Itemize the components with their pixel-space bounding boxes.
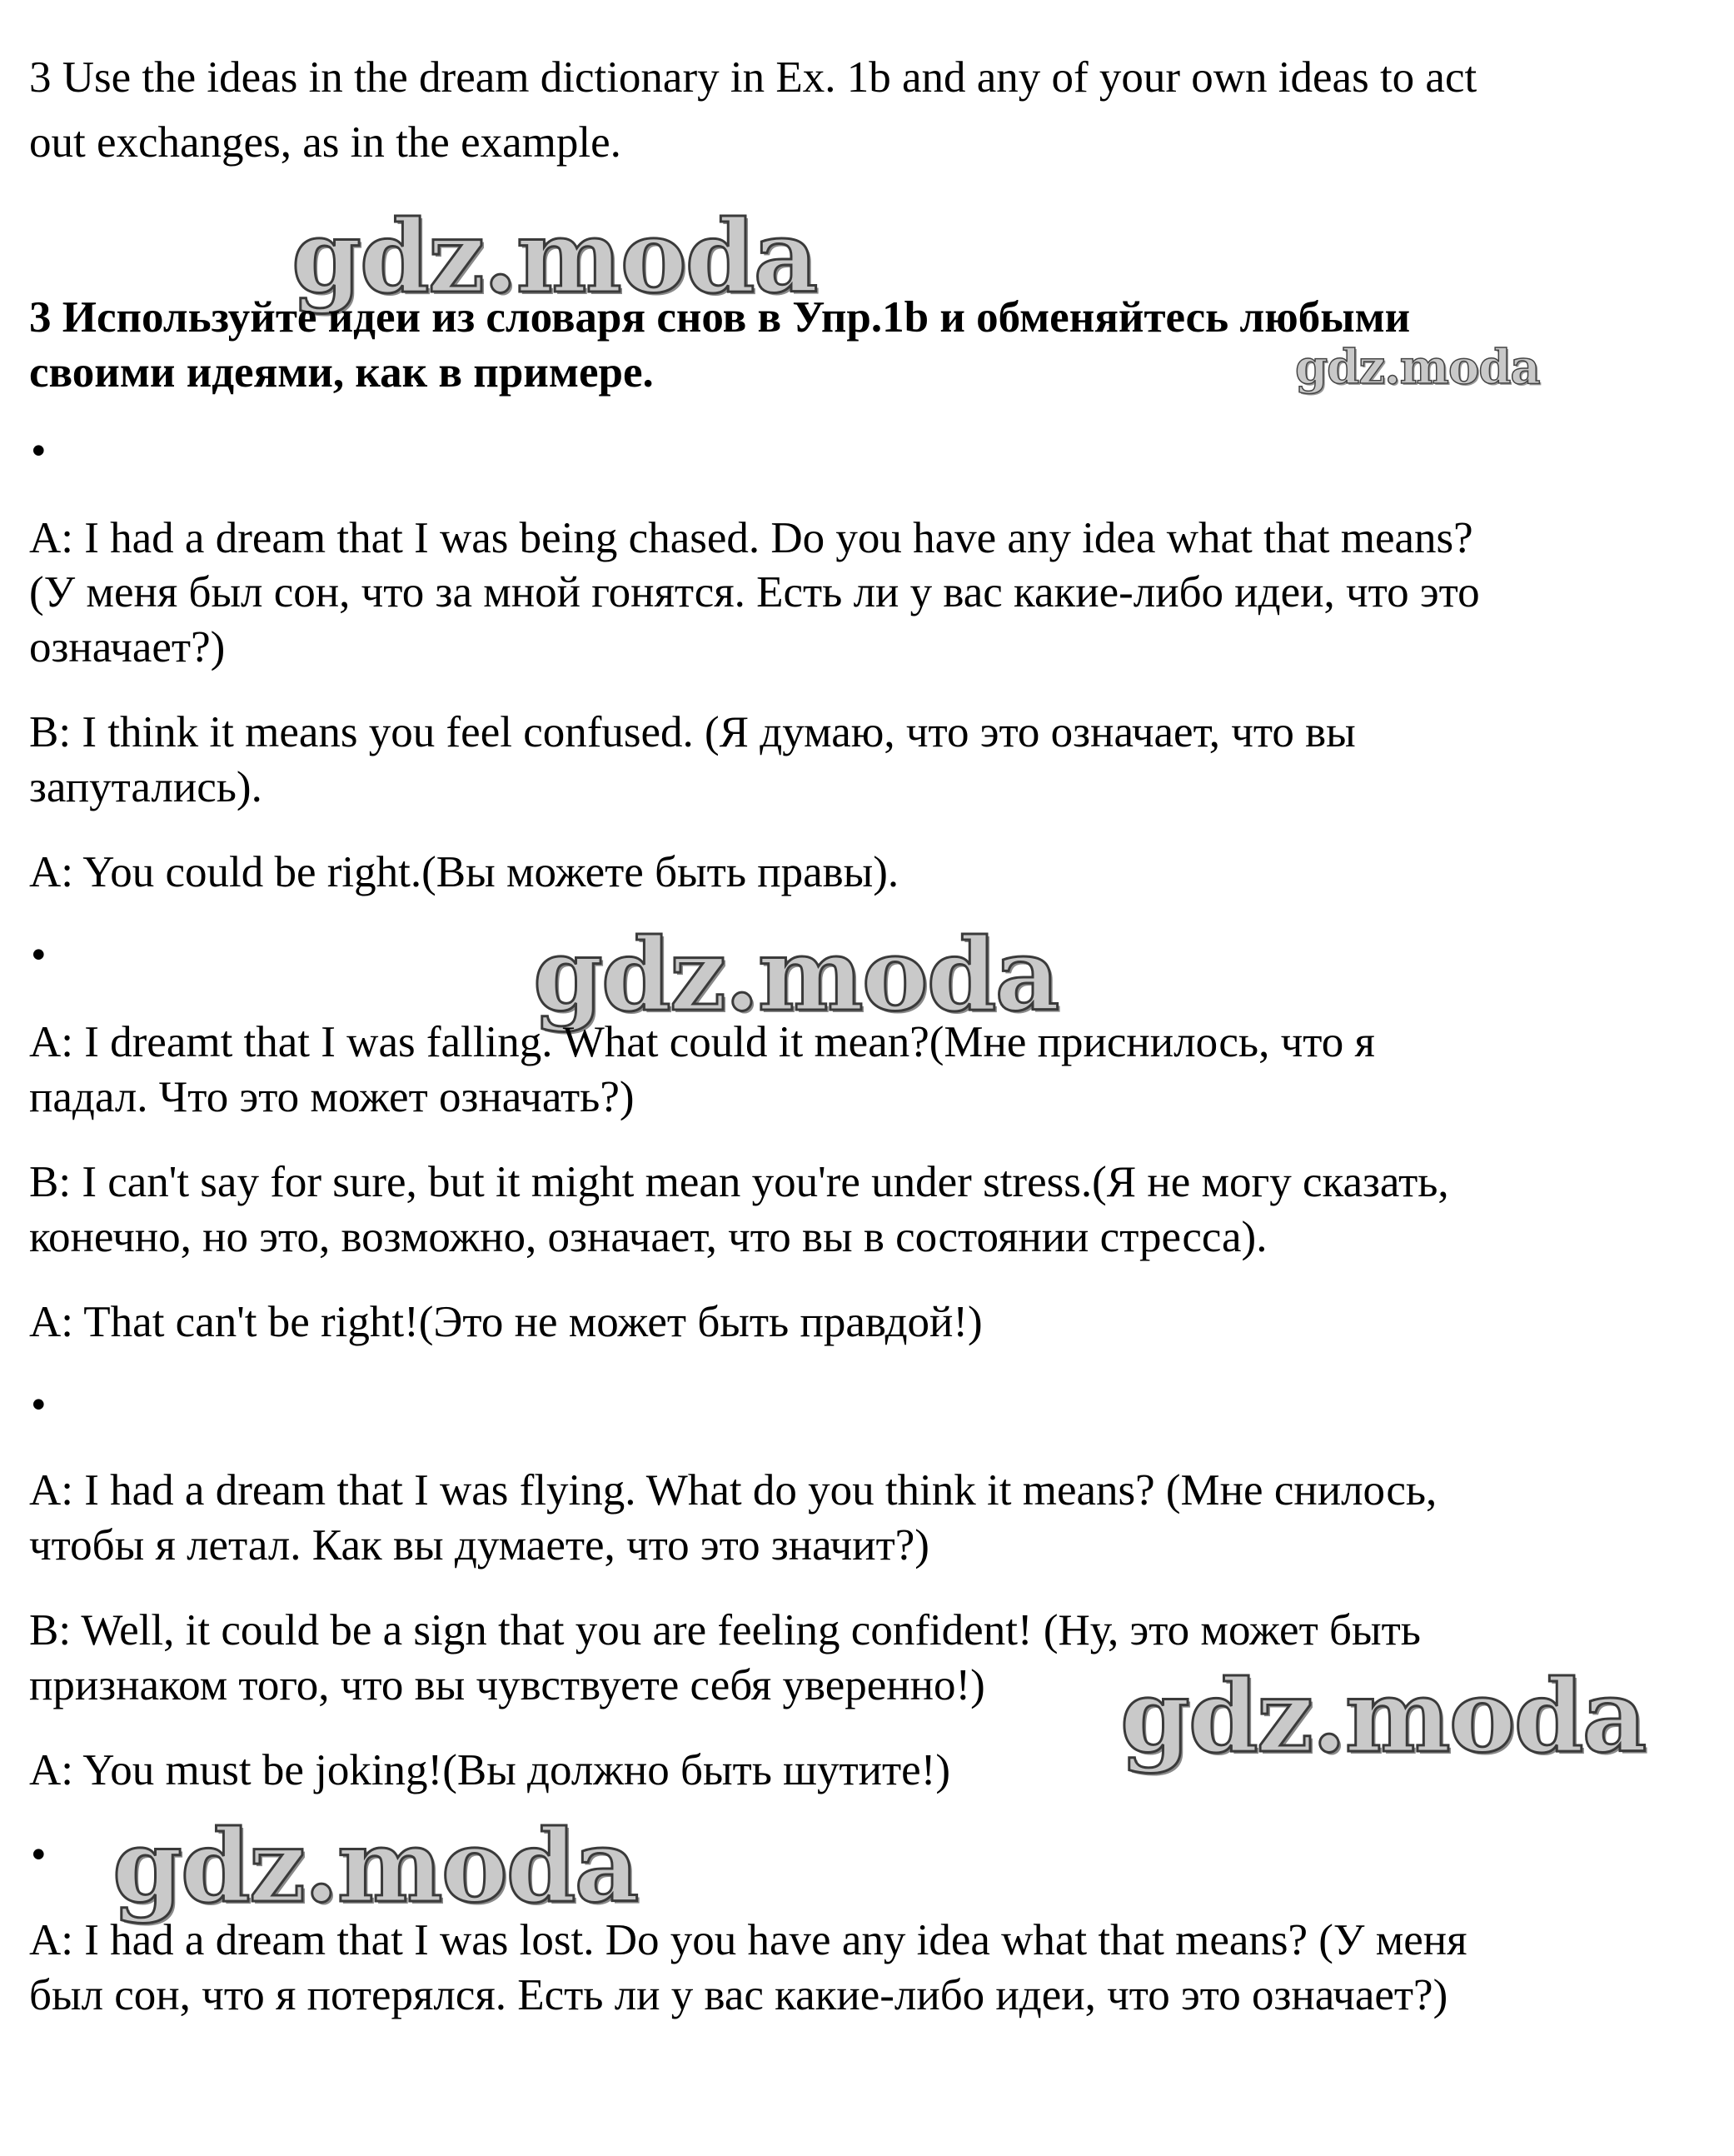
- watermark-logo: gdz.moda: [533, 916, 1059, 1034]
- dialog-line: A: I had a dream that I was lost. Do you have any idea what that means? (У меня: [29, 1916, 1467, 1964]
- dialog-line: B: I can't say for sure, but it might mean you're under stress.(Я не могу сказать,: [29, 1158, 1449, 1206]
- watermark-logo: gdz.moda: [1295, 340, 1540, 395]
- watermark-logo: gdz.moda: [1120, 1658, 1646, 1775]
- dialog-line: чтобы я летал. Как вы думаете, что это значит?): [29, 1521, 929, 1570]
- dialog-line: признаком того, что вы чувствуете себя уверенно!): [29, 1661, 985, 1709]
- dialog-line: конечно, но это, возможно, означает, что вы в состоянии стресса).: [29, 1213, 1268, 1261]
- watermark-logo: gdz.moda: [112, 1808, 638, 1925]
- task-line-2: out exchanges, as in the example.: [29, 118, 621, 167]
- translation-line-1: 3 Используйте идеи из словаря снов в Упр.1b и обменяйтесь любыми: [29, 293, 1411, 342]
- bullet-marker: •: [31, 1380, 47, 1429]
- dialog-line: был сон, что я потерялся. Есть ли у вас какие-либо идеи, что это означает?): [29, 1971, 1448, 2019]
- dialog-line: A: That can't be right!(Это не может быть правдой!): [29, 1298, 983, 1346]
- dialog-line: A: I had a dream that I was flying. What do you think it means? (Мне снилось,: [29, 1466, 1438, 1515]
- dialog-line: A: I had a dream that I was being chased. Do you have any idea what that means?: [29, 514, 1473, 562]
- bullet-marker: •: [31, 931, 47, 979]
- dialog-line: B: I think it means you feel confused. (Я думаю, что это означает, что вы: [29, 708, 1356, 756]
- bullet-marker: •: [31, 1830, 47, 1879]
- dialog-line: означает?): [29, 623, 226, 671]
- task-line-1: 3 Use the ideas in the dream dictionary in Ex. 1b and any of your own ideas to act: [29, 53, 1477, 102]
- dialog-line: A: You could be right.(Вы можете быть правы).: [29, 848, 899, 896]
- dialog-line: (У меня был сон, что за мной гонятся. Есть ли у вас какие-либо идеи, что это: [29, 568, 1480, 616]
- dialog-line: падал. Что это может означать?): [29, 1073, 635, 1121]
- bullet-marker: •: [31, 427, 47, 475]
- dialog-line: A: I dreamt that I was falling. What could it mean?(Мне приснилось, что я: [29, 1018, 1375, 1066]
- dialog-line: B: Well, it could be a sign that you are feeling confident! (Ну, это может быть: [29, 1606, 1421, 1654]
- watermark-logo: gdz.moda: [291, 198, 817, 316]
- translation-line-2: своими идеями, как в примере.: [29, 348, 654, 397]
- dialog-line: A: You must be joking!(Вы должно быть шутите!): [29, 1746, 950, 1794]
- dialog-line: запутались).: [29, 763, 262, 811]
